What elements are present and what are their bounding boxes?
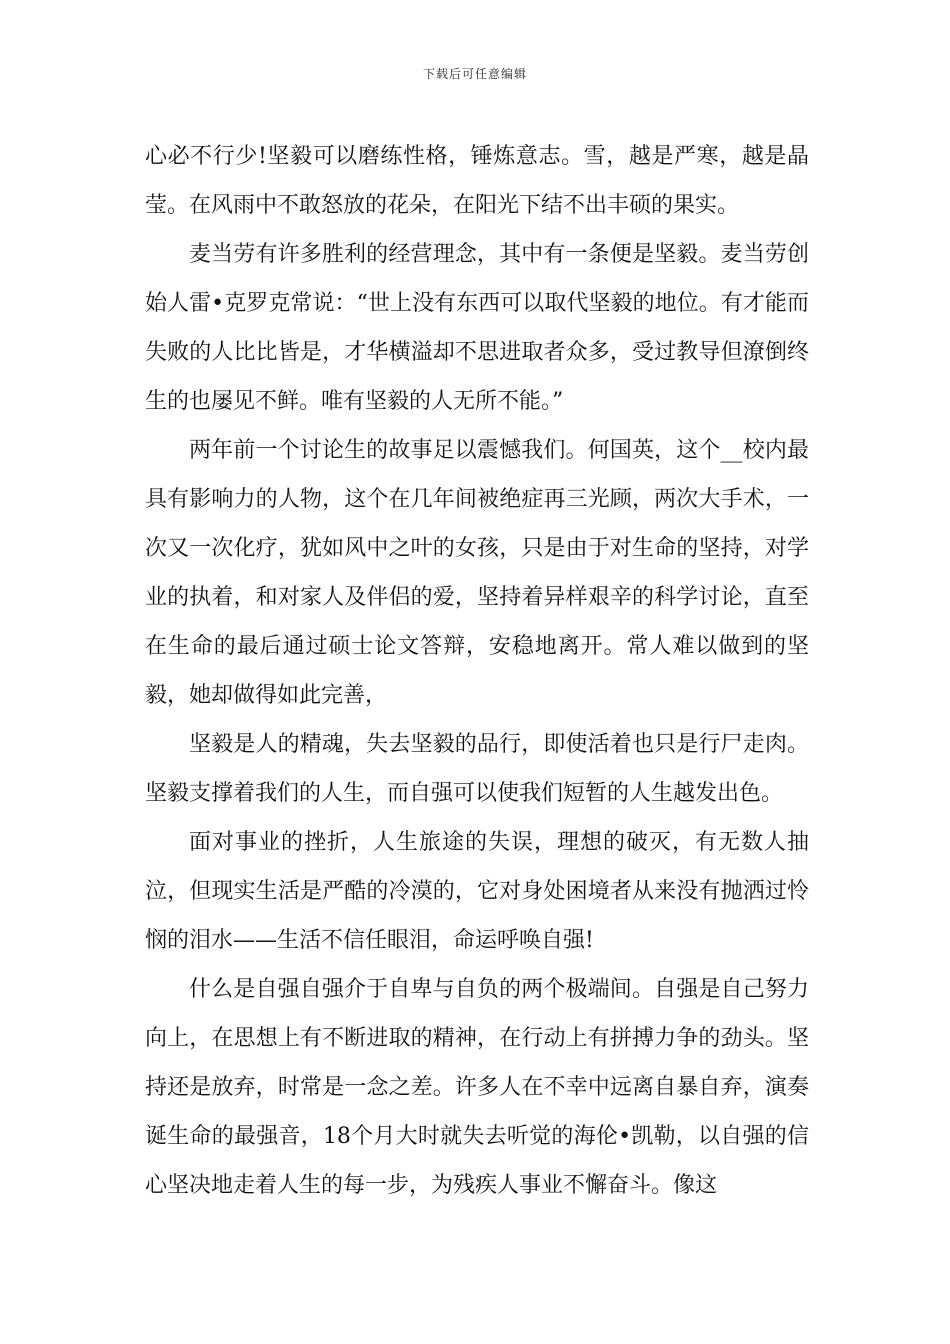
paragraph-4: 坚毅是人的精魂，失去坚毅的品行，即使活着也只是行尸走肉。坚毅支撑着我们的人生，而自强可以使我们短暂的人生越发出色。 — [145, 732, 809, 806]
paragraph-3: 两年前一个讨论生的故事足以震憾我们。何国英，这个__校内最具有影响力的人物，这个在几年间被绝症再三光顾，两次大手术，一次又一次化疗，犹如风中之叶的女孩，只是由于对生命的坚持，对学业的执着，和对家人及伴侣的爱，坚持着异样艰辛的科学讨论，直至在生命的最后通过硕士论文答辩，安稳地离开。常人难以做到的坚毅，她却做得如此完善， — [145, 438, 809, 708]
paragraph-1: 心必不行少!坚毅可以磨练性格，锤炼意志。雪，越是严寒，越是晶莹。在风雨中不敢怒放的花朵，在阳光下结不出丰硕的果实。 — [145, 144, 809, 218]
paragraph-6: 什么是自强自强介于自卑与自负的两个极端间。自强是自己努力向上，在思想上有不断进取的精神，在行动上有拼搏力争的劲头。坚持还是放弃，时常是一念之差。许多人在不幸中远离自暴自弃，演奏诞生命的最强音，18个月大时就失去听觉的海伦•凯勒，以自强的信心坚决地走着人生的每一步，为残疾人事业不懈奋斗。像这 — [145, 977, 809, 1198]
page-header: 下载后可任意编辑 — [422, 67, 527, 81]
document-body — [145, 132, 809, 1210]
paragraph-2: 麦当劳有许多胜利的经营理念，其中有一条便是坚毅。麦当劳创始人雷•克罗克常说：“世上没有东西可以取代坚毅的地位。有才能而失败的人比比皆是，才华横溢却不思进取者众多，受过教导但潦倒终生的也屡见不鲜。唯有坚毅的人无所不能。” — [145, 242, 809, 414]
paragraph-5: 面对事业的挫折，人生旅途的失误，理想的破灭，有无数人抽泣，但现实生活是严酷的冷漠的，它对身处困境者从来没有抛洒过怜悯的泪水——生活不信任眼泪，命运呼唤自强! — [145, 830, 809, 953]
